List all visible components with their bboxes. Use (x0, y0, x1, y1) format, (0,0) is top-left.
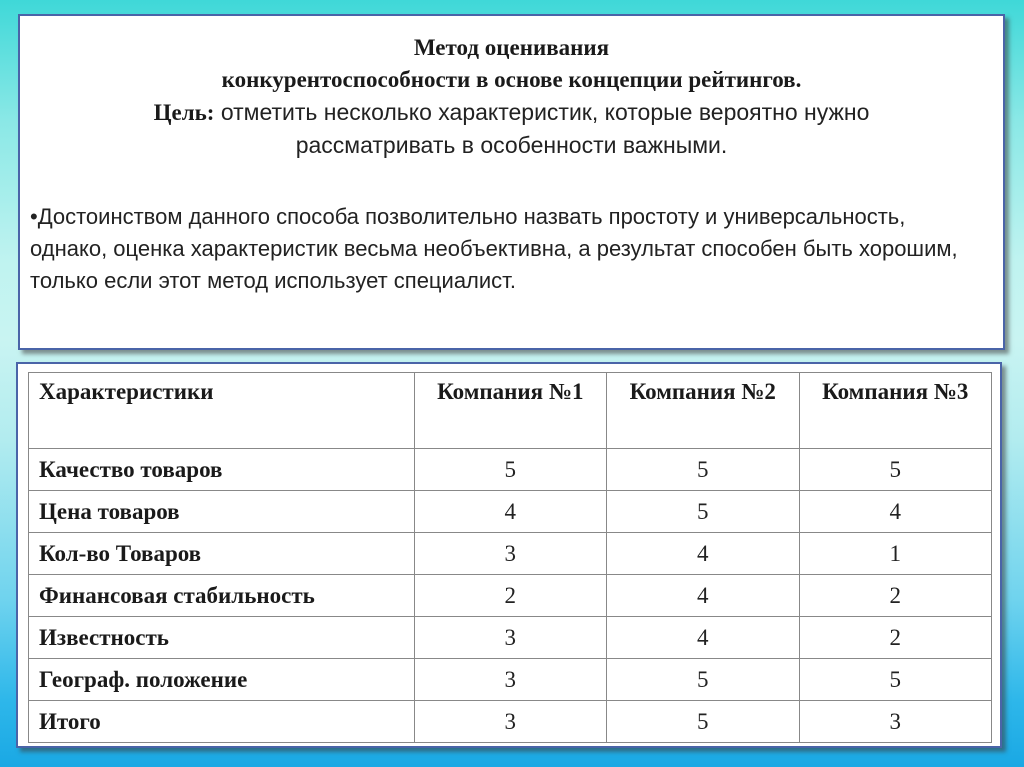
score-cell: 5 (607, 449, 799, 491)
rating-table-frame (16, 362, 1002, 748)
score-cell: 3 (414, 701, 606, 743)
row-label: Известность (29, 617, 415, 659)
goal-text-1: отметить несколько характеристик, которые вероятно нужно (214, 99, 870, 125)
score-cell: 5 (607, 491, 799, 533)
row-label: Качество товаров (29, 449, 415, 491)
row-label: Итого (29, 701, 415, 743)
header-company-1: Компания №1 (414, 373, 606, 449)
score-cell: 5 (607, 659, 799, 701)
title-block (20, 32, 1003, 161)
score-cell: 2 (799, 575, 992, 617)
table-row (29, 533, 992, 575)
title-line-2: конкурентоспособности в основе концепции рейтингов. (221, 67, 802, 92)
score-cell: 2 (414, 575, 606, 617)
title-line-1: Метод оценивания (413, 35, 610, 60)
score-cell: 3 (414, 617, 606, 659)
score-cell: 4 (607, 533, 799, 575)
score-cell: 3 (414, 533, 606, 575)
row-label: Географ. положение (29, 659, 415, 701)
score-cell: 5 (799, 449, 992, 491)
score-cell: 4 (607, 617, 799, 659)
row-label: Цена товаров (29, 491, 415, 533)
table-row (29, 659, 992, 701)
table-header-row (29, 373, 992, 449)
score-cell: 4 (414, 491, 606, 533)
table-row (29, 491, 992, 533)
table-row (29, 449, 992, 491)
advantages-paragraph: •Достоинством данного способа позволительно назвать простоту и универсальность, однако, оценка характеристик весьма необъективна, а результат способен быть хорошим, только если этот метод использует специалист. (30, 204, 958, 293)
goal-label: Цель: (153, 100, 215, 125)
score-cell: 5 (607, 701, 799, 743)
score-cell: 2 (799, 617, 992, 659)
score-cell: 5 (414, 449, 606, 491)
header-company-3: Компания №3 (799, 373, 992, 449)
score-cell: 5 (799, 659, 992, 701)
score-cell: 3 (414, 659, 606, 701)
rating-table (28, 372, 992, 743)
header-characteristics: Характеристики (29, 373, 415, 449)
table-row (29, 617, 992, 659)
score-cell: 4 (799, 491, 992, 533)
score-cell: 3 (799, 701, 992, 743)
row-label: Кол-во Товаров (29, 533, 415, 575)
row-label: Финансовая стабильность (29, 575, 415, 617)
table-row-total (29, 701, 992, 743)
description-box (18, 14, 1005, 350)
goal-text-2: рассматривать в особенности важными. (295, 132, 728, 158)
goal-line (20, 96, 1003, 129)
score-cell: 4 (607, 575, 799, 617)
score-cell: 1 (799, 533, 992, 575)
table-row (29, 575, 992, 617)
header-company-2: Компания №2 (607, 373, 799, 449)
